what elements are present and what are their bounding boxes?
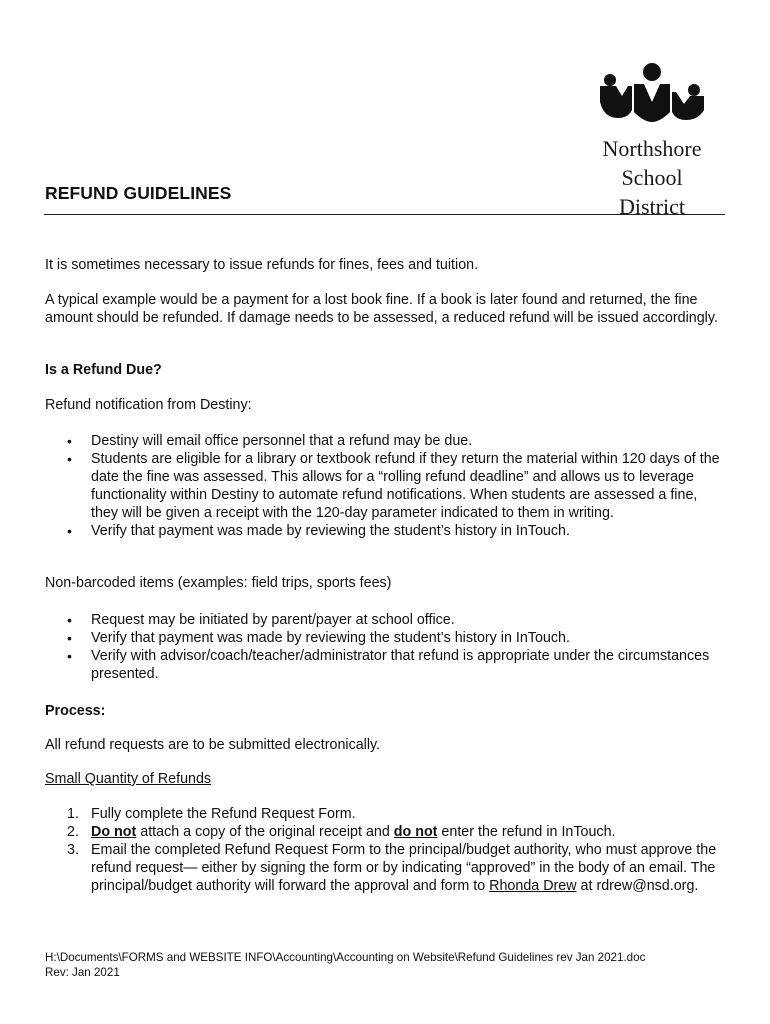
- list-item: [45, 823, 727, 841]
- page-title: REFUND GUIDELINES: [45, 183, 232, 203]
- list-item: [45, 841, 727, 895]
- list-item: • Verify that payment was made by reviewing the student’s history in InTouch.: [45, 629, 727, 647]
- list-item: • Students are eligible for a library or textbook refund if they return the material within 120 days of the date the fine was assessed. This allows for a “rolling refund deadline” and allows us to leverage functionality within Destiny to automate refund notifications. When students are assessed a fine, they will be given a receipt with the 120-day parameter indicated to them in writing.: [45, 450, 727, 522]
- list-item: • Verify that payment was made by reviewing the student’s history in InTouch.: [45, 522, 727, 540]
- step-text: enter the refund in InTouch.: [437, 824, 616, 840]
- list-item: • Request may be initiated by parent/payer at school office.: [45, 611, 727, 629]
- rhonda-drew-link[interactable]: Rhonda Drew: [489, 878, 577, 894]
- district-name-line-3: District: [619, 194, 685, 219]
- file-path: H:\Documents\FORMS and WEBSITE INFO\Accounting\Accounting on Website\Refund Guidelines rev Jan 2021.doc: [45, 951, 646, 964]
- list-item: • Destiny will email office personnel that a refund may be due.: [45, 432, 727, 450]
- step-text: at rdrew@nsd.org.: [576, 878, 699, 894]
- northshore-logo-icon: [598, 62, 706, 126]
- step-number: 3.: [67, 842, 79, 858]
- process-heading: Process:: [45, 703, 106, 719]
- intro-paragraph-2: A typical example would be a payment for a lost book fine. If a book is later found and returned, the fine amount should be refunded. If damage needs to be assessed, a reduced refund will be issued accordingly.: [45, 292, 718, 326]
- list-item: • Verify with advisor/coach/teacher/administrator that refund is appropriate under the circumstances presented.: [45, 647, 727, 683]
- destiny-list: [45, 432, 727, 540]
- process-text: All refund requests are to be submitted electronically.: [45, 737, 381, 753]
- header-divider: [44, 214, 725, 215]
- step-number: 1.: [67, 806, 79, 822]
- small-quantity-heading: Small Quantity of Refunds: [45, 771, 212, 787]
- destiny-label: Refund notification from Destiny:: [45, 397, 252, 413]
- district-name: [590, 134, 714, 221]
- step-number: 2.: [67, 824, 79, 840]
- do-not-emphasis: do not: [393, 824, 438, 840]
- document-footer: [45, 950, 645, 980]
- district-name-line-2: School: [621, 165, 683, 190]
- step-text: attach a copy of the original receipt and: [136, 824, 394, 840]
- list-item: [45, 805, 727, 823]
- nonbarcoded-list: [45, 611, 727, 683]
- step-text: Email the completed Refund Request Form to the principal/budget authority, who must approve the refund request— either by signing the form or by indicating “approved” in the body of an email. The principal/budget authority will forward the approval and form to: [91, 842, 717, 894]
- intro-paragraph-1: It is sometimes necessary to issue refunds for fines, fees and tuition.: [45, 257, 479, 273]
- district-name-line-1: Northshore: [602, 136, 702, 161]
- do-not-emphasis: Do not: [91, 824, 137, 840]
- nonbarcoded-label: Non-barcoded items (examples: field trips, sports fees): [45, 575, 392, 591]
- revision-date: Rev: Jan 2021: [45, 966, 120, 979]
- refund-due-heading: Is a Refund Due?: [45, 362, 162, 378]
- step-text: Fully complete the Refund Request Form.: [91, 806, 356, 822]
- process-steps: [45, 805, 727, 895]
- district-logo: [590, 62, 714, 219]
